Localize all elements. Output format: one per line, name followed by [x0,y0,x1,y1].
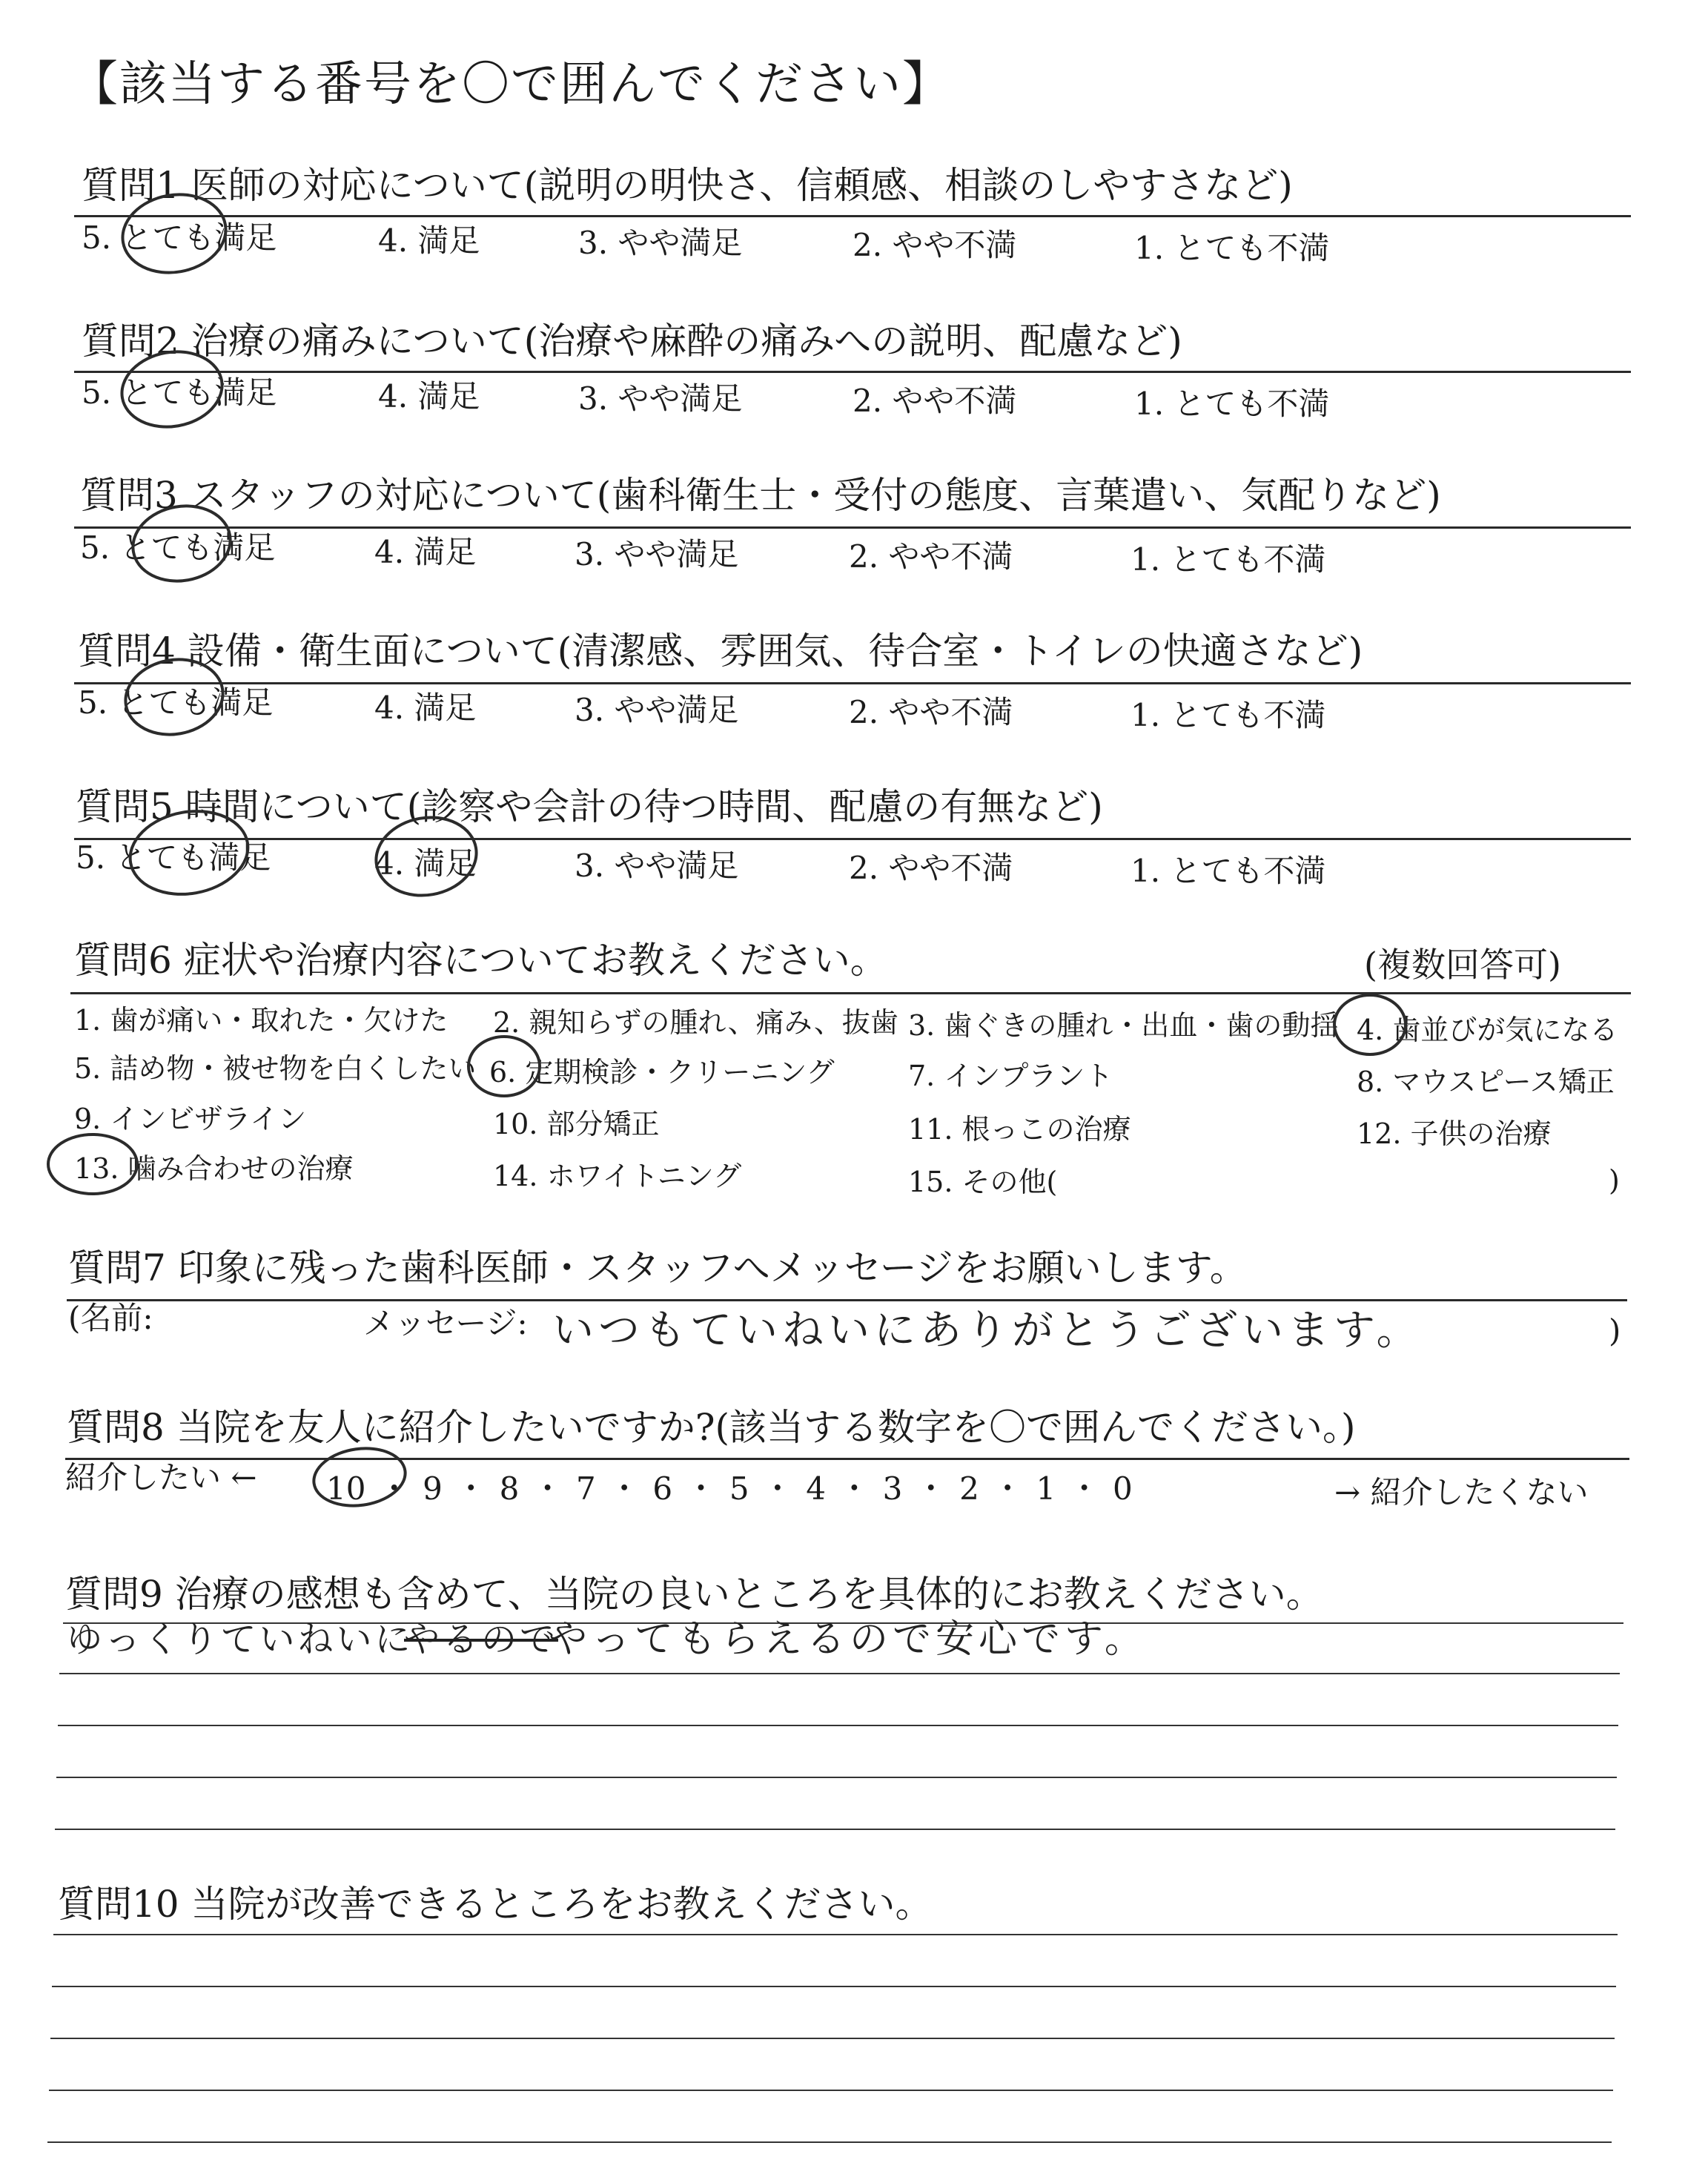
question-title: 質問10 当院が改善できるところをお教えください。 [58,1883,933,1926]
question-title: 質問6 症状や治療内容についてお教えください。 [74,939,887,982]
symptom-option-6[interactable]: 6. 定期検診・クリーニング [489,1056,835,1089]
symptom-option-13[interactable]: 13. 噛み合わせの治療 [74,1152,354,1185]
rating-option-2[interactable]: 2. やや不満 [849,850,1013,886]
rating-option-4[interactable]: 4. 満足 [378,378,480,415]
rating-option-1[interactable]: 1. とても不満 [1131,541,1326,578]
rating-option-5[interactable]: 5. とても満足 [78,684,274,721]
name-label: (名前: [68,1300,153,1336]
question-title: 質問7 印象に残った歯科医師・スタッフへメッセージをお願いします。 [68,1246,1247,1289]
rating-option-3[interactable]: 3. やや満足 [575,536,739,572]
question-title: 質問3 スタッフの対応について(歯科衛生士・受付の態度、言葉遣い、気配りなど) [80,474,1441,517]
symptom-option-8[interactable]: 8. マウスピース矯正 [1357,1066,1615,1098]
symptom-option-10[interactable]: 10. 部分矯正 [493,1108,660,1140]
rating-option-3[interactable]: 3. やや満足 [575,848,739,884]
question-title: 質問4 設備・衛生面について(清潔感、雰囲気、待合室・トイレの快適さなど) [78,630,1363,673]
symptom-option-12[interactable]: 12. 子供の治療 [1357,1117,1552,1150]
handwritten-message: いつもていねいにありがとうございます。 [552,1307,1423,1355]
symptom-option-5[interactable]: 5. 詰め物・被せ物を白くしたい [74,1052,477,1085]
handwritten-struck-text: やるので [404,1619,559,1660]
symptom-option-15[interactable]: 15. その他( [908,1166,1058,1198]
handwritten-answer-part1: ゆっくりていねいに [67,1619,414,1660]
multiple-answers-note: (複数回答可) [1364,945,1561,985]
rating-option-4[interactable]: 4. 満足 [374,845,477,882]
symptom-option-3[interactable]: 3. 歯ぐきの腫れ・出血・歯の動揺 [908,1009,1339,1042]
symptom-option-4[interactable]: 4. 歯並びが気になる [1357,1014,1618,1046]
rating-option-5[interactable]: 5. とても満足 [80,529,276,566]
rating-option-4[interactable]: 4. 満足 [374,534,477,570]
rating-option-3[interactable]: 3. やや満足 [575,692,739,728]
rating-option-3[interactable]: 3. やや満足 [578,225,743,261]
rating-option-1[interactable]: 1. とても不満 [1131,697,1326,733]
rating-option-5[interactable]: 5. とても満足 [76,839,271,876]
recommend-left-label: 紹介したい ← [65,1459,257,1496]
question-title: 質問2 治療の痛みについて(治療や麻酔の痛みへの説明、配慮など) [82,320,1182,363]
rating-option-1[interactable]: 1. とても不満 [1134,386,1330,422]
rating-option-1[interactable]: 1. とても不満 [1131,853,1326,889]
rating-option-5[interactable]: 5. とても満足 [82,374,277,411]
symptom-option-14[interactable]: 14. ホワイトニング [493,1160,742,1192]
page-header: 【該当する番号を〇で囲んでください】 [70,57,951,112]
handwritten-answer-part2: やってもらえるので安心です。 [549,1617,1148,1662]
question-title: 質問9 治療の感想も含めて、当院の良いところを具体的にお教えください。 [65,1573,1323,1616]
question-title: 質問5 時間について(診察や会計の待つ時間、配慮の有無など) [76,785,1103,828]
symptom-option-9[interactable]: 9. インビザライン [74,1103,307,1135]
recommend-right-label: → 紹介したくない [1334,1474,1589,1510]
rating-option-2[interactable]: 2. やや不満 [853,227,1017,263]
symptom-option-11[interactable]: 11. 根っこの治療 [908,1113,1131,1146]
rating-option-5[interactable]: 5. とても満足 [82,219,277,256]
symptom-option-2[interactable]: 2. 親知らずの腫れ、痛み、抜歯 [493,1006,898,1039]
message-close-paren: ) [1609,1312,1621,1349]
symptom-option-1[interactable]: 1. 歯が痛い・取れた・欠けた [74,1004,448,1037]
rating-option-4[interactable]: 4. 満足 [378,222,480,259]
rating-option-3[interactable]: 3. やや満足 [578,380,743,417]
symptom-option-7[interactable]: 7. インプラント [908,1060,1113,1092]
recommend-scale[interactable]: 10 ・ 9 ・ 8 ・ 7 ・ 6 ・ 5 ・ 4 ・ 3 ・ 2 ・ 1 ・ 0 [326,1470,1133,1507]
rating-option-2[interactable]: 2. やや不満 [849,694,1013,730]
rating-option-2[interactable]: 2. やや不満 [853,383,1017,419]
rating-option-1[interactable]: 1. とても不満 [1134,230,1330,266]
question-title: 質問8 当院を友人に紹介したいですか?(該当する数字を〇で囲んでください。) [67,1406,1356,1449]
question-title: 質問1 医師の対応について(説明の明快さ、信頼感、相談のしやすさなど) [82,164,1293,207]
other-close-paren: ) [1609,1164,1620,1197]
message-label: メッセージ: [363,1305,528,1341]
rating-option-2[interactable]: 2. やや不満 [849,538,1013,575]
rating-option-4[interactable]: 4. 満足 [374,690,477,726]
